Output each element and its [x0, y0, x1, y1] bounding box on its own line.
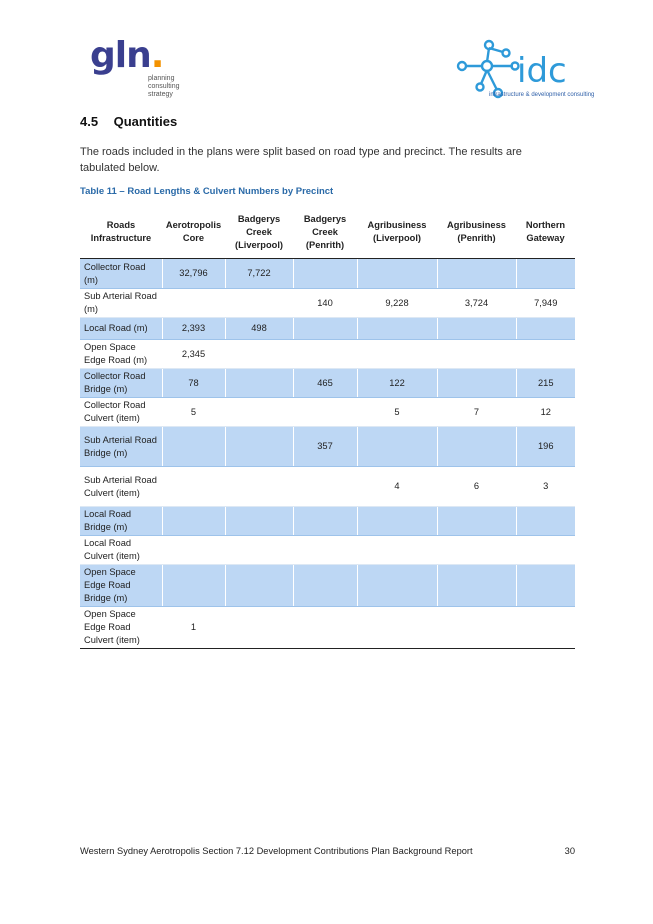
table-caption: Table 11 – Road Lengths & Culvert Numbers by Precinct [80, 186, 334, 197]
table-cell [437, 536, 516, 565]
gln-logo [90, 35, 180, 98]
table-cell [225, 536, 293, 565]
quantities-table [80, 206, 575, 649]
table-cell: 2,345 [162, 340, 225, 369]
table-cell: 215 [516, 369, 575, 398]
row-label: Open Space Edge Road Bridge (m) [80, 565, 162, 607]
table-cell [162, 467, 225, 507]
table-cell [225, 289, 293, 318]
section-title: Quantities [113, 114, 178, 129]
row-label: Collector Road Bridge (m) [80, 369, 162, 398]
table-cell: 1 [162, 607, 225, 649]
table-cell: 498 [225, 318, 293, 340]
table-cell: 32,796 [162, 259, 225, 289]
table-row [80, 467, 575, 507]
table-cell: 5 [162, 398, 225, 427]
table-cell [357, 607, 437, 649]
table-cell [437, 340, 516, 369]
table-cell [293, 259, 357, 289]
table-cell [162, 565, 225, 607]
row-label: Open Space Edge Road (m) [80, 340, 162, 369]
header-badgerys-creek-penrith: Badgerys Creek (Penrith) [293, 206, 357, 259]
table-cell: 7 [437, 398, 516, 427]
page-footer [80, 846, 575, 856]
table-cell: 357 [293, 427, 357, 467]
table-cell [293, 536, 357, 565]
table-row [80, 607, 575, 649]
table-cell [516, 318, 575, 340]
table-cell [225, 507, 293, 536]
table-cell [293, 398, 357, 427]
table-cell [162, 289, 225, 318]
table-cell [357, 507, 437, 536]
table-cell [437, 607, 516, 649]
table-cell: 12 [516, 398, 575, 427]
table-cell [437, 507, 516, 536]
table-cell: 3 [516, 467, 575, 507]
row-label: Open Space Edge Road Culvert (item) [80, 607, 162, 649]
header-roads-infrastructure: Roads Infrastructure [80, 206, 162, 259]
header-badgerys-creek-liverpool: Badgerys Creek (Liverpool) [225, 206, 293, 259]
table-cell [225, 340, 293, 369]
table-row [80, 565, 575, 607]
table-cell [357, 340, 437, 369]
row-label: Collector Road Culvert (item) [80, 398, 162, 427]
page-number: 30 [564, 846, 575, 856]
table-cell [437, 318, 516, 340]
table-cell [516, 536, 575, 565]
table-cell: 196 [516, 427, 575, 467]
table-cell [437, 565, 516, 607]
table-cell: 7,722 [225, 259, 293, 289]
table-cell [516, 607, 575, 649]
header-aerotropolis-core: Aerotropolis Core [162, 206, 225, 259]
table-cell [516, 565, 575, 607]
table-cell: 3,724 [437, 289, 516, 318]
row-label: Local Road Bridge (m) [80, 507, 162, 536]
table-cell: 78 [162, 369, 225, 398]
table-cell [162, 427, 225, 467]
table-row [80, 398, 575, 427]
table-cell [225, 427, 293, 467]
table-row [80, 427, 575, 467]
table-row [80, 536, 575, 565]
header-agribusiness-penrith: Agribusiness (Penrith) [437, 206, 516, 259]
section-number: 4.5 [80, 114, 99, 129]
table-cell [437, 369, 516, 398]
table-cell [162, 536, 225, 565]
table-cell [293, 318, 357, 340]
table-cell [357, 427, 437, 467]
table-cell [293, 340, 357, 369]
table-cell: 140 [293, 289, 357, 318]
table-cell [225, 398, 293, 427]
table-cell [293, 565, 357, 607]
table-cell: 122 [357, 369, 437, 398]
row-label: Collector Road (m) [80, 259, 162, 289]
table-cell [516, 507, 575, 536]
row-label: Sub Arterial Road Bridge (m) [80, 427, 162, 467]
table-cell [162, 507, 225, 536]
table-cell [293, 467, 357, 507]
table-cell: 2,393 [162, 318, 225, 340]
row-label: Sub Arterial Road (m) [80, 289, 162, 318]
idc-logo [455, 38, 595, 104]
table-cell [225, 467, 293, 507]
table-cell: 7,949 [516, 289, 575, 318]
row-label: Local Road Culvert (item) [80, 536, 162, 565]
table-cell [357, 565, 437, 607]
table-cell [516, 259, 575, 289]
table-cell [357, 536, 437, 565]
table-row [80, 289, 575, 318]
intro-paragraph: The roads included in the plans were split based on road type and precinct. The results are tabulated below. [80, 146, 522, 174]
table-cell [516, 340, 575, 369]
section-heading [80, 114, 177, 129]
header-agribusiness-liverpool: Agribusiness (Liverpool) [357, 206, 437, 259]
table-header-row [80, 206, 575, 259]
table-cell [225, 565, 293, 607]
table-cell [357, 318, 437, 340]
table-cell [437, 427, 516, 467]
table-cell [357, 259, 437, 289]
table-cell: 465 [293, 369, 357, 398]
table-row [80, 318, 575, 340]
gln-logo-word: gln [90, 35, 151, 76]
table-cell [437, 259, 516, 289]
row-label: Local Road (m) [80, 318, 162, 340]
table-cell [293, 507, 357, 536]
table-cell: 5 [357, 398, 437, 427]
table-row [80, 259, 575, 289]
table-cell [293, 607, 357, 649]
table-row [80, 369, 575, 398]
idc-tagline: infrastructure & development consulting [489, 92, 595, 98]
idc-logo-word: idc [517, 51, 567, 91]
table-cell [225, 607, 293, 649]
table-row [80, 340, 575, 369]
header-northern-gateway: Northern Gateway [516, 206, 575, 259]
gln-logo-dot: . [150, 35, 164, 76]
table-row [80, 507, 575, 536]
table-cell: 6 [437, 467, 516, 507]
table-cell: 9,228 [357, 289, 437, 318]
gln-tagline: planning consulting strategy [148, 75, 180, 98]
table-cell [225, 369, 293, 398]
row-label: Sub Arterial Road Culvert (item) [80, 467, 162, 507]
table-cell: 4 [357, 467, 437, 507]
footer-title: Western Sydney Aerotropolis Section 7.12 Development Contributions Plan Background Report [80, 846, 473, 856]
